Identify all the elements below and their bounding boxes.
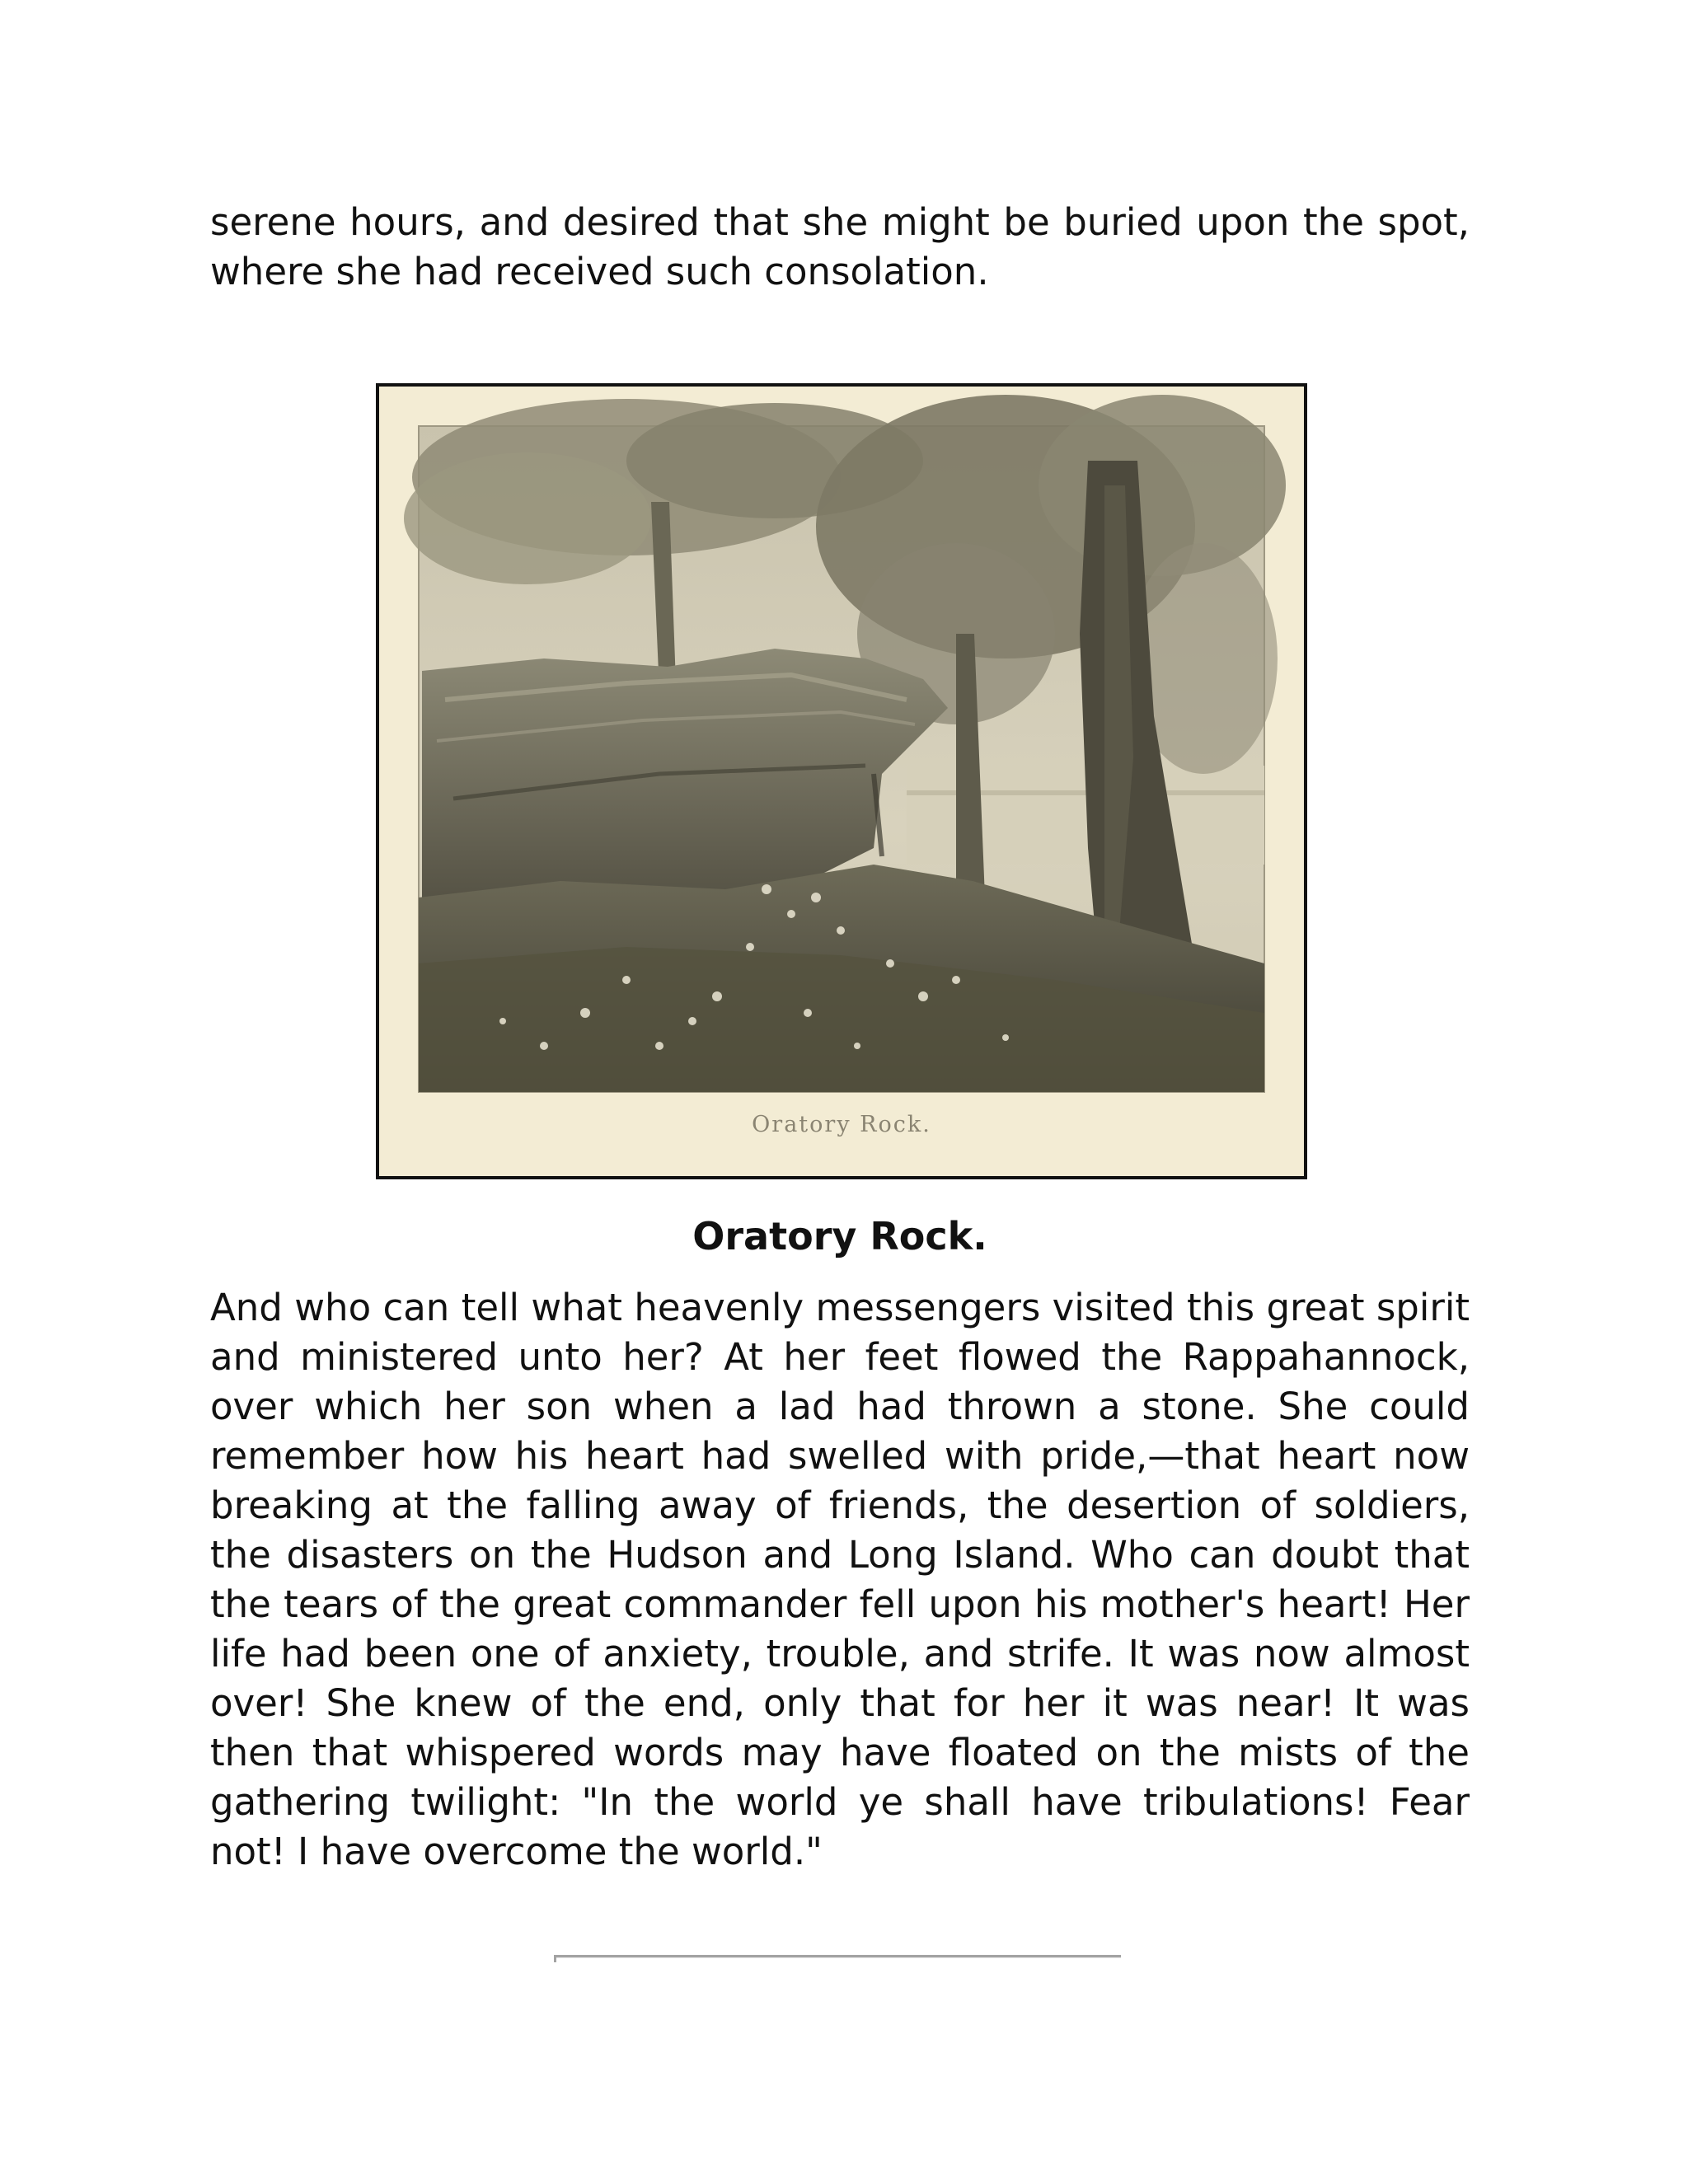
oratory-rock-illustration: [379, 387, 1304, 1176]
plate-caption: Oratory Rock.: [752, 1112, 931, 1137]
paragraph-main: And who can tell what heavenly messengers visited this great spirit and ministered unto her? At her feet flowed the Rappahannock, over which her son when a lad had thrown a stone. She could remember how his heart had swelled with pride,—that heart now breaking at the falling away of friends, the desertion of soldiers, the disasters on the Hudson and Long Island. Who can doubt that the tears of the great commander fell upon his mother's heart! Her life had been one of anxiety, trouble, and strife. It was now almost over! She knew of the end, only that for her it was near! It was then that whispered words may have floated on the mists of the gathering twilight: "In the world ye shall have tribulations! Fear not! I have overcome the world.": [210, 1286, 1470, 1873]
horizontal-rule: [554, 1955, 1121, 1958]
figure-plate: [376, 383, 1307, 1179]
figure-caption: Oratory Rock.: [692, 1214, 987, 1258]
photo-area: [404, 395, 1286, 1092]
paragraph-top: serene hours, and desired that she might be buried upon the spot, where she had received such consolation.: [210, 200, 1470, 293]
